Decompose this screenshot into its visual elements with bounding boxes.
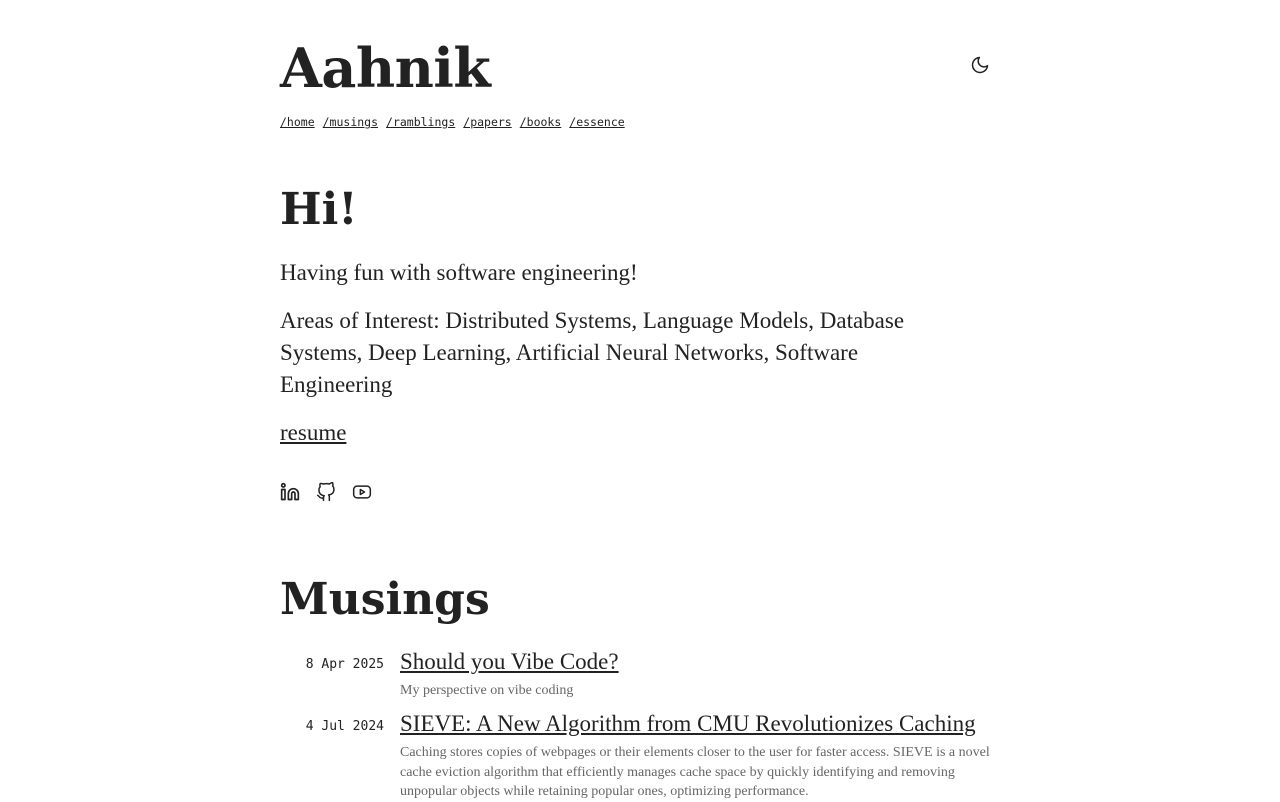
areas-of-interest: Areas of Interest: Distributed Systems, Language Models, Database Systems, Deep Learning, Artificial Neural Networks, Software Engineering — [280, 308, 905, 397]
moon-icon[interactable] — [970, 55, 990, 75]
youtube-icon[interactable] — [352, 482, 372, 502]
post-description: My perspective on vibe coding — [400, 683, 574, 698]
post-date: 4 Jul 2024 — [305, 719, 384, 734]
nav-home[interactable]: /home — [280, 115, 315, 129]
github-icon[interactable] — [316, 482, 336, 502]
post-title-link[interactable]: Should you Vibe Code? — [400, 649, 619, 674]
musings-heading: Musings — [280, 574, 490, 625]
nav-essence[interactable]: /essence — [569, 115, 625, 129]
nav-papers[interactable]: /papers — [463, 115, 512, 129]
nav-ramblings[interactable]: /ramblings — [386, 115, 456, 129]
social-links — [280, 482, 372, 502]
nav-books[interactable]: /books — [519, 115, 562, 129]
nav-musings[interactable]: /musings — [322, 115, 379, 129]
page-container — [280, 0, 990, 799]
post-description: Caching stores copies of webpages or their elements closer to the user for faster access. SIEVE is a novel cache eviction algorithm that efficiently manages cache space by quickly identifying and removing unpopular objects while retaining popular ones, optimizing performance. — [400, 745, 990, 799]
intro-tagline: Having fun with software engineering! — [280, 260, 638, 285]
site-header — [280, 0, 990, 150]
intro-heading: Hi! — [280, 184, 358, 235]
main-nav — [280, 115, 625, 129]
post-date: 8 Apr 2025 — [305, 657, 384, 672]
linkedin-icon[interactable] — [280, 482, 300, 502]
post-title-link[interactable]: SIEVE: A New Algorithm from CMU Revolutionizes Caching — [400, 711, 976, 736]
site-title[interactable]: Aahnik — [280, 36, 491, 100]
resume-link[interactable]: resume — [280, 420, 347, 445]
